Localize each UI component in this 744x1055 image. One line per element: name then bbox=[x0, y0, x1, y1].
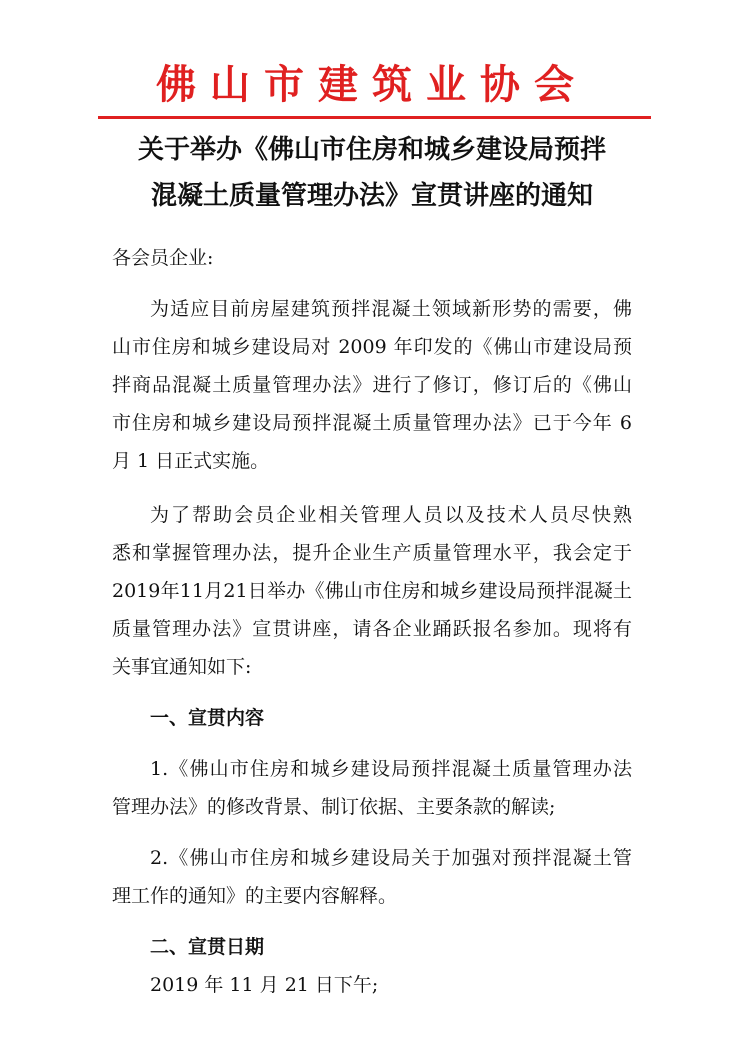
letterhead-red-rule bbox=[98, 116, 651, 119]
paragraph-1-line-5: 月 1 日正式实施。 bbox=[112, 450, 270, 472]
section-1-heading: 一、宣贯内容 bbox=[150, 707, 265, 729]
notice-title-line-1: 关于举办《佛山市住房和城乡建设局预拌 bbox=[137, 135, 606, 165]
section-1-item-2-line-1: 2.《佛山市住房和城乡建设局关于加强对预拌混凝土管 bbox=[150, 847, 632, 869]
section-1-item-1-line-2: 管理办法》的修改背景、制订依据、主要条款的解读; bbox=[112, 796, 556, 818]
notice-title-line-2: 混凝土质量管理办法》宣贯讲座的通知 bbox=[150, 181, 593, 211]
paragraph-2-line-2: 悉和掌握管理办法，提升企业生产质量管理水平，我会定于 bbox=[112, 542, 632, 564]
paragraph-2 bbox=[112, 496, 632, 686]
section-2-heading: 二、宣贯日期 bbox=[150, 936, 265, 958]
section-1-item-1 bbox=[112, 750, 632, 826]
section-1-item-1-line-1: 1.《佛山市住房和城乡建设局预拌混凝土质量管理办法 bbox=[150, 758, 632, 780]
paragraph-1-line-2: 山市住房和城乡建设局对 2009 年印发的《佛山市建设局预 bbox=[112, 336, 632, 358]
section-2-date: 2019 年 11 月 21 日下午; bbox=[150, 974, 379, 996]
salutation: 各会员企业: bbox=[112, 247, 214, 269]
section-1-item-2-line-2: 理工作的通知》的主要内容解释。 bbox=[112, 885, 398, 907]
section-1-item-2 bbox=[112, 839, 632, 915]
paragraph-1 bbox=[112, 290, 632, 480]
paragraph-1-line-4: 市住房和城乡建设局预拌混凝土质量管理办法》已于今年 6 bbox=[112, 412, 632, 434]
paragraph-2-line-5: 关事宜通知如下: bbox=[112, 656, 252, 678]
paragraph-2-line-3: 2019年11月21日举办《佛山市住房和城乡建设局预拌混凝土 bbox=[112, 580, 632, 602]
paragraph-2-line-1: 为了帮助会员企业相关管理人员以及技术人员尽快熟 bbox=[150, 504, 632, 526]
letterhead-organization-name: 佛山市建筑业协会 bbox=[156, 61, 588, 108]
paragraph-1-line-1: 为适应目前房屋建筑预拌混凝土领域新形势的需要，佛 bbox=[150, 298, 632, 320]
paragraph-2-line-4: 质量管理办法》宣贯讲座，请各企业踊跃报名参加。现将有 bbox=[112, 618, 632, 640]
paragraph-1-line-3: 拌商品混凝土质量管理办法》进行了修订，修订后的《佛山 bbox=[112, 374, 632, 396]
notice-body bbox=[112, 239, 632, 1004]
